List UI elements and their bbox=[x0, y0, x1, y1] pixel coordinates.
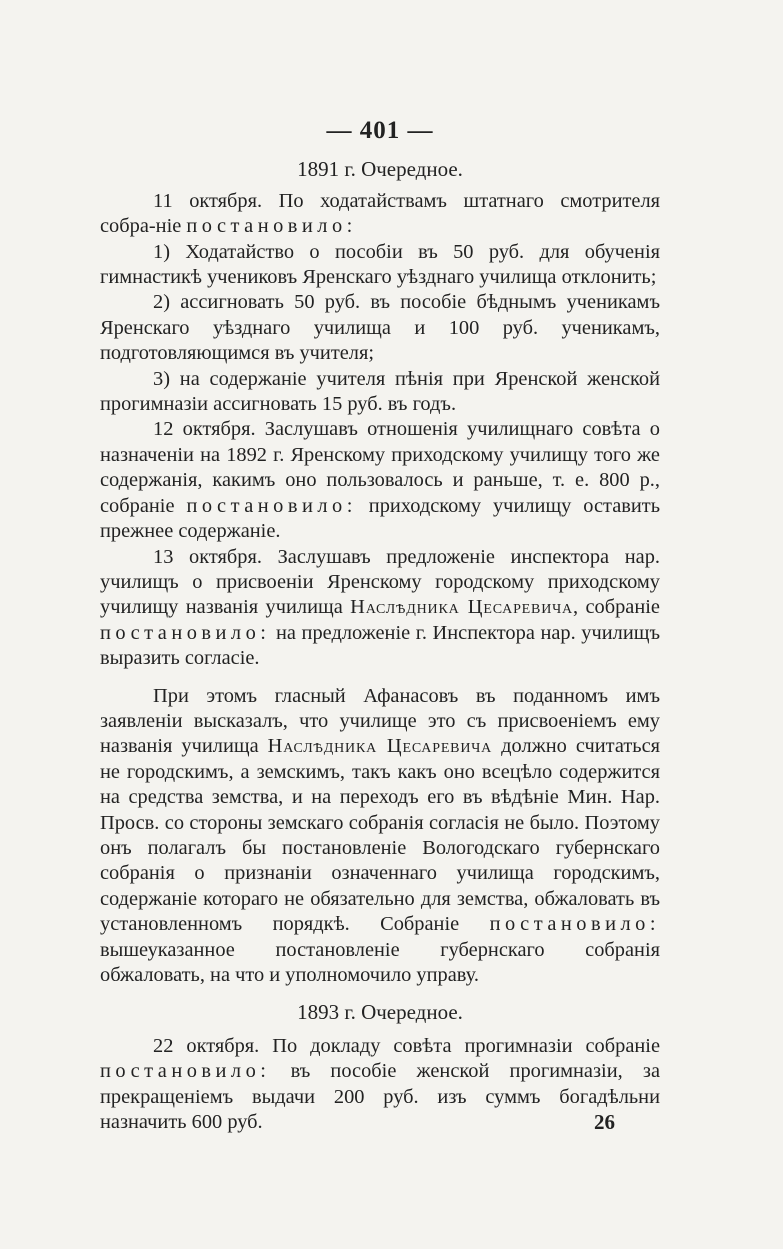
text-span: 12 октября. Заслушавъ отношенія училищнаго совѣта о назначеніи на 1892 г. Яренскому приходскому училищу того же содержанія, какимъ оно пользовалось и раньше, т. е. 800 р., собраніе bbox=[100, 418, 660, 517]
text-span: 11 октября. По ходатайствамъ штатнаго смотрителя собра-ніе bbox=[100, 189, 660, 238]
text-span: въ пособіе женской прогимназіи, за прекращеніемъ выдачи 200 руб. изъ суммъ богадѣльни назначить 600 руб. bbox=[100, 1060, 660, 1134]
text-span: 13 октября. Заслушавъ предложеніе инспектора нар. училищъ о присвоеніи Яренскому городскому приходскому училищу названія училища bbox=[100, 545, 660, 619]
paragraph-oct-22 bbox=[100, 1034, 660, 1136]
resolution-word: постановило: bbox=[489, 913, 660, 936]
paragraph-afanasov bbox=[100, 684, 660, 989]
text-span: приходскому училищу оставить прежнее содержаніе. bbox=[100, 494, 660, 543]
item-2: 2) ассигновать 50 руб. въ пособіе бѣднымъ ученикамъ Яренскаго уѣзднаго училища и 100 руб. ученикамъ, подготовляющимся въ учителя; bbox=[100, 291, 660, 365]
page-text bbox=[100, 118, 660, 1135]
text-span: на предложеніе г. Инспектора нар. училищъ выразить согласіе. bbox=[100, 621, 660, 670]
item-3: 3) на содержаніе учителя пѣнія при Яренской женской прогимназіи ассигновать 15 руб. въ годъ. bbox=[100, 367, 660, 416]
paragraph-oct-12 bbox=[100, 417, 660, 544]
item-1: 1) Ходатайство о пособіи въ 50 руб. для обученія гимнастикѣ учениковъ Яренскаго уѣзднаго училища отклонить; bbox=[100, 240, 660, 289]
text-span: При этомъ гласный Афанасовъ въ поданномъ имъ заявленіи высказалъ, что училище это съ присвоеніемъ ему названія училища bbox=[100, 684, 660, 758]
text-span: вышеуказанное постановленіе губернскаго собранія обжаловать, на что и уполномочило управу. bbox=[100, 938, 660, 986]
resolution-word: постановило: bbox=[186, 215, 357, 238]
paragraph-oct-11 bbox=[100, 189, 660, 240]
resolution-word: постановило: bbox=[100, 1060, 271, 1083]
text-span: 22 октября. По докладу совѣта прогимназіи собраніе bbox=[153, 1034, 660, 1057]
heading-1891: 1891 г. Очередное. bbox=[297, 157, 463, 182]
heading-1893: 1893 г. Очередное. bbox=[297, 1000, 463, 1025]
heir-title: Наслѣдника Цесаревича bbox=[267, 735, 493, 758]
text-span: , собраніе bbox=[572, 596, 660, 619]
signature-mark: 26 bbox=[594, 1110, 615, 1134]
resolution-word: постановило: bbox=[186, 494, 357, 517]
resolution-word: постановило: bbox=[100, 621, 271, 644]
text-span: должно считаться не городскимъ, а земскимъ, такъ какъ оно всецѣло содержится на средства земства, и на переходъ его въ вѣдѣніе Мин. Нар. Просв. со стороны земскаго собранія согласія не было. Поэтому онъ полагалъ бы постановленіе Вологодскаго губернскаго собранія о признаніи означеннаго училища городскимъ, содержаніе котораго не обязательно для земства, обжаловать въ установленномъ порядкѣ. Собраніе bbox=[100, 735, 660, 936]
paragraph-oct-13 bbox=[100, 545, 660, 672]
heir-title: Наслѣдника Цесаревича bbox=[350, 596, 573, 619]
page-number: — 401 — bbox=[326, 117, 434, 144]
